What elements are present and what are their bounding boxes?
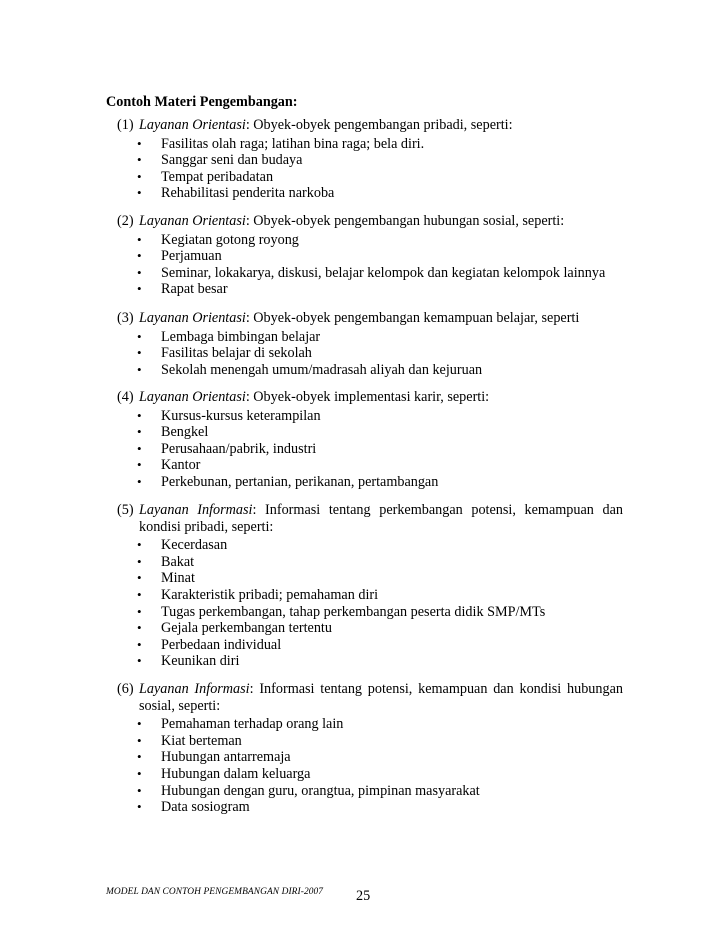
list-item (137, 152, 623, 169)
item-text: Bengkel (161, 424, 209, 441)
section-text (139, 310, 623, 327)
item-text: Data sosiogram (161, 799, 250, 816)
section-number: (6) (117, 681, 134, 697)
list-item (137, 637, 623, 654)
item-text: Hubungan dengan guru, orangtua, pimpinan masyarakat (161, 782, 480, 799)
bullet-icon: • (137, 264, 142, 280)
list-item (137, 185, 623, 202)
list-item (137, 653, 623, 670)
bullet-icon: • (137, 440, 142, 456)
item-text: Seminar, lokakarya, diskusi, belajar kelompok dan kegiatan kelompok lainnya (161, 264, 606, 281)
footer-text: MODEL DAN CONTOH PENGEMBANGAN DIRI-2007 (106, 887, 324, 897)
bullet-icon: • (137, 328, 142, 344)
section-heading (117, 213, 623, 230)
bullet-list (117, 329, 623, 379)
bullet-icon: • (137, 152, 142, 168)
item-text: Fasilitas belajar di sekolah (161, 345, 312, 362)
bullet-icon: • (137, 553, 142, 569)
section-description: : Informasi tentang perkembangan potensi, kemampuan dan kondisi pribadi, seperti: (139, 502, 623, 535)
service-label: Layanan Orientasi (139, 389, 246, 405)
item-text: Minat (161, 570, 195, 587)
item-text: Sekolah menengah umum/madrasah aliyah dan kejuruan (161, 361, 483, 378)
bullet-icon: • (137, 653, 142, 669)
list-item (137, 570, 623, 587)
section-description: : Obyek-obyek pengembangan pribadi, seperti: (245, 117, 513, 133)
section-heading (117, 310, 623, 327)
bullet-icon: • (137, 799, 142, 815)
bullet-icon: • (137, 636, 142, 652)
list-item (137, 587, 623, 604)
bullet-icon: • (137, 231, 142, 247)
service-label: Layanan Orientasi (139, 213, 246, 229)
section-3 (117, 310, 623, 378)
bullet-list (117, 136, 623, 202)
list-item (137, 408, 623, 425)
service-label: Layanan Orientasi (139, 117, 246, 133)
section-heading (117, 502, 623, 535)
bullet-icon: • (137, 473, 142, 489)
section-number: (4) (117, 389, 134, 405)
section-description: : Informasi tentang potensi, kemampuan dan kondisi hubungan sosial, seperti: (139, 681, 623, 714)
list-item (137, 441, 623, 458)
list-item (137, 766, 623, 783)
service-label: Layanan Orientasi (139, 310, 246, 326)
bullet-icon: • (137, 248, 142, 264)
item-text: Keunikan diri (161, 653, 240, 670)
item-text: Tugas perkembangan, tahap perkembangan peserta didik SMP/MTs (161, 603, 546, 620)
page-title: Contoh Materi Pengembangan: (106, 94, 298, 110)
section-1 (117, 117, 623, 202)
list-item (137, 169, 623, 186)
list-item (137, 474, 623, 491)
list-item (137, 345, 623, 362)
item-text: Perkebunan, pertanian, perikanan, pertambangan (161, 473, 439, 490)
item-text: Bakat (161, 553, 195, 570)
section-description: : Obyek-obyek pengembangan kemampuan belajar, seperti (245, 310, 580, 326)
list-item (137, 537, 623, 554)
item-text: Fasilitas olah raga; latihan bina raga; bela diri. (161, 135, 425, 152)
list-item (137, 783, 623, 800)
bullet-list (117, 537, 623, 670)
list-item (137, 604, 623, 621)
bullet-icon: • (137, 749, 142, 765)
item-text: Perjamuan (161, 248, 222, 265)
list-item (137, 457, 623, 474)
list-item (137, 733, 623, 750)
item-text: Rapat besar (161, 281, 228, 298)
section-text (139, 117, 623, 134)
bullet-icon: • (137, 620, 142, 636)
bullet-icon: • (137, 586, 142, 602)
list-item (137, 232, 623, 249)
bullet-icon: • (137, 537, 142, 553)
item-text: Kecerdasan (161, 537, 228, 554)
list-item (137, 248, 623, 265)
list-item (137, 799, 623, 816)
bullet-icon: • (137, 168, 142, 184)
bullet-list (117, 716, 623, 816)
list-item (137, 281, 623, 298)
item-text: Kiat berteman (161, 732, 242, 749)
service-label: Layanan Informasi (139, 502, 253, 518)
list-item (137, 554, 623, 571)
bullet-icon: • (137, 345, 142, 361)
section-text (139, 681, 623, 714)
section-heading (117, 389, 623, 406)
section-number: (2) (117, 213, 134, 229)
item-text: Hubungan antarremaja (161, 749, 291, 766)
section-number: (3) (117, 310, 134, 326)
bullet-icon: • (137, 361, 142, 377)
section-number: (1) (117, 117, 134, 133)
section-2 (117, 213, 623, 298)
list-item (137, 620, 623, 637)
item-text: Kegiatan gotong royong (161, 231, 299, 248)
bullet-icon: • (137, 407, 142, 423)
section-heading (117, 117, 623, 134)
item-text: Kursus-kursus keterampilan (161, 407, 321, 424)
bullet-icon: • (137, 457, 142, 473)
section-number: (5) (117, 502, 134, 518)
section-6 (117, 681, 623, 816)
item-text: Sanggar seni dan budaya (161, 152, 303, 169)
bullet-icon: • (137, 135, 142, 151)
page-number: 25 (356, 888, 371, 904)
list-item (137, 136, 623, 153)
list-item (137, 362, 623, 379)
section-description: : Obyek-obyek pengembangan hubungan sosial, seperti: (245, 213, 565, 229)
item-text: Kantor (161, 457, 201, 474)
section-description: : Obyek-obyek implementasi karir, seperti: (245, 389, 490, 405)
item-text: Gejala perkembangan tertentu (161, 620, 332, 637)
section-5 (117, 502, 623, 670)
item-text: Hubungan dalam keluarga (161, 765, 311, 782)
bullet-icon: • (137, 782, 142, 798)
section-text (139, 502, 623, 535)
item-text: Perusahaan/pabrik, industri (161, 440, 317, 457)
bullet-icon: • (137, 424, 142, 440)
section-text (139, 213, 623, 230)
bullet-icon: • (137, 570, 142, 586)
bullet-icon: • (137, 716, 142, 732)
list-item (137, 424, 623, 441)
item-text: Rehabilitasi penderita narkoba (161, 185, 335, 202)
item-text: Perbedaan individual (161, 636, 282, 653)
section-heading (117, 681, 623, 714)
list-item (137, 329, 623, 346)
list-item (137, 749, 623, 766)
bullet-icon: • (137, 765, 142, 781)
item-text: Pemahaman terhadap orang lain (161, 716, 344, 733)
bullet-icon: • (137, 281, 142, 297)
bullet-list (117, 408, 623, 491)
list-item (137, 265, 623, 282)
item-text: Lembaga bimbingan belajar (161, 328, 321, 345)
section-4 (117, 389, 623, 491)
bullet-icon: • (137, 185, 142, 201)
bullet-icon: • (137, 732, 142, 748)
list-item (137, 716, 623, 733)
section-text (139, 389, 623, 406)
item-text: Karakteristik pribadi; pemahaman diri (161, 586, 379, 603)
service-label: Layanan Informasi (139, 681, 250, 697)
bullet-list (117, 232, 623, 298)
bullet-icon: • (137, 603, 142, 619)
item-text: Tempat peribadatan (161, 168, 274, 185)
